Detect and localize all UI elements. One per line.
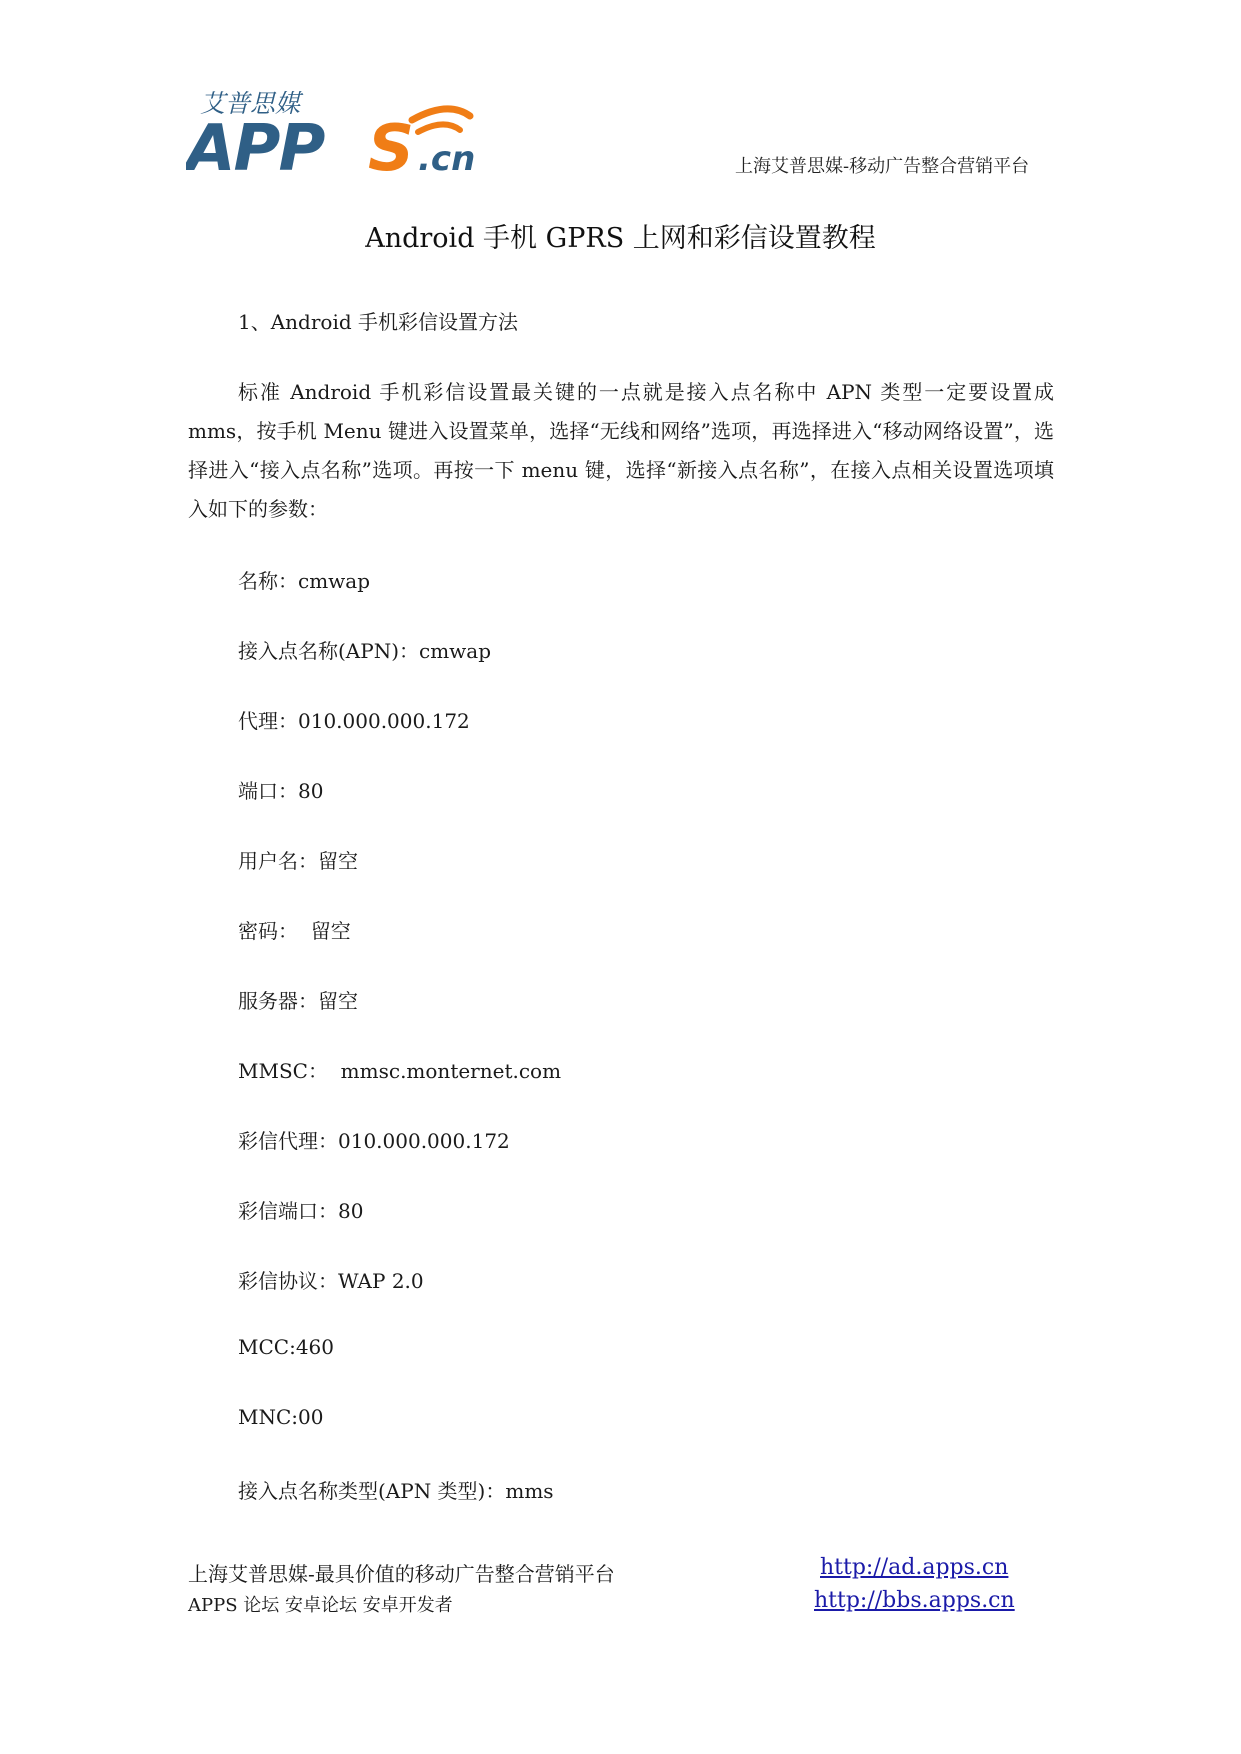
param-server: 服务器：留空 — [238, 989, 358, 1013]
footer-forums: APPS 论坛 安卓论坛 安卓开发者 — [188, 1595, 453, 1616]
intro-paragraph: 标准 Android 手机彩信设置最关键的一点就是接入点名称中 APN 类型一定要设置成 mms，按手机 Menu 键进入设置菜单，选择“无线和网络”选项，再选择进入“移动网络设置”，选择进入“接入点名称”选项。再按一下 menu 键，选择“新接入点名称”，在接入点相关设置选项填入如下的参数： — [188, 380, 1054, 521]
param-apn-type: 接入点名称类型(APN 类型)：mms — [238, 1479, 554, 1503]
footer-link-bbs[interactable]: http://bbs.apps.cn — [814, 1588, 1015, 1613]
param-mms-proxy: 彩信代理：010.000.000.172 — [238, 1129, 510, 1153]
document-title: Android 手机 GPRS 上网和彩信设置教程 — [365, 223, 876, 254]
param-mms-protocol: 彩信协议：WAP 2.0 — [238, 1269, 424, 1293]
logo-suffix: .cn — [418, 139, 476, 179]
header-tagline: 上海艾普思媒-移动广告整合营销平台 — [735, 156, 1030, 177]
logo-cn-text: 艾普思媒 — [200, 89, 301, 118]
param-mmsc: MMSC： mmsc.monternet.com — [238, 1059, 562, 1083]
footer-slogan: 上海艾普思媒-最具价值的移动广告整合营销平台 — [188, 1562, 615, 1586]
apps-logo — [186, 86, 506, 182]
section-heading: 1、Android 手机彩信设置方法 — [238, 310, 519, 334]
footer-link-ad[interactable]: http://ad.apps.cn — [820, 1555, 1009, 1580]
logo-main-text: APP — [186, 112, 324, 182]
param-mcc: MCC:460 — [238, 1335, 334, 1359]
param-mms-port: 彩信端口：80 — [238, 1199, 364, 1223]
logo-s-letter: S — [368, 112, 415, 182]
param-password: 密码： 留空 — [238, 919, 351, 943]
param-mnc: MNC:00 — [238, 1405, 324, 1429]
param-apn: 接入点名称(APN)：cmwap — [238, 639, 492, 663]
logo-graphic — [186, 86, 506, 182]
param-proxy: 代理：010.000.000.172 — [238, 709, 470, 733]
param-username: 用户名：留空 — [238, 849, 358, 873]
param-name: 名称：cmwap — [238, 569, 371, 593]
param-port: 端口：80 — [238, 779, 324, 803]
